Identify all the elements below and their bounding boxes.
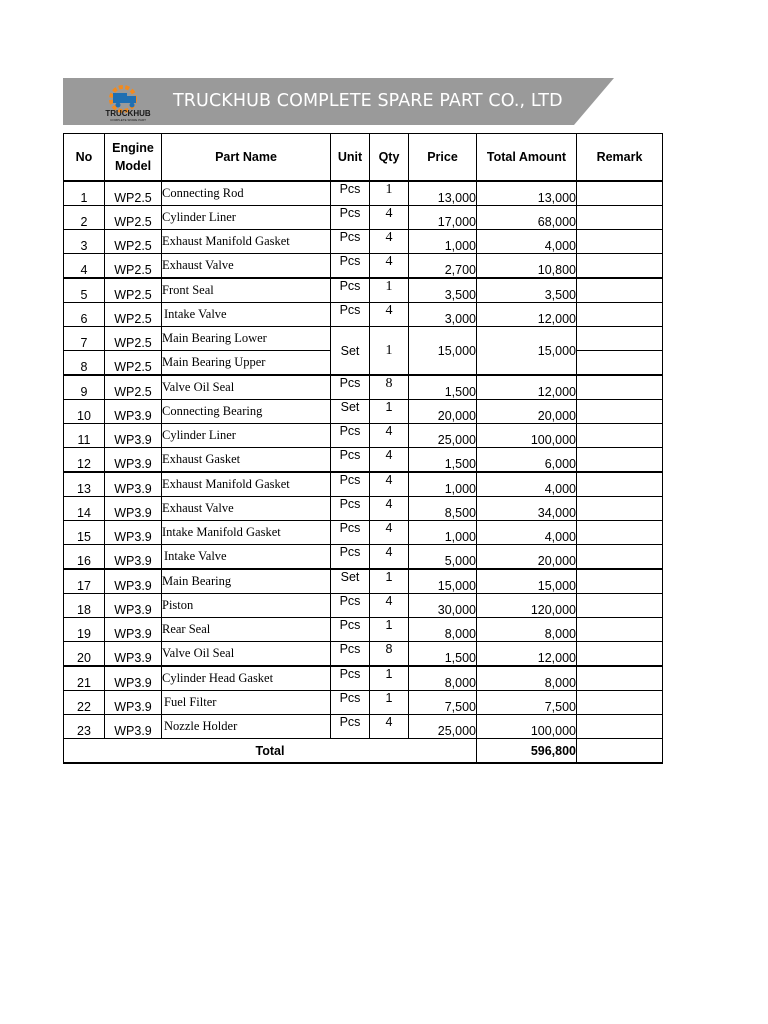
cell-part: Cylinder Head Gasket [162, 666, 331, 691]
cell-unit: Pcs [331, 424, 370, 448]
cell-qty: 1 [370, 181, 409, 206]
cell-remark [577, 351, 663, 376]
table-row [64, 618, 663, 642]
cell-remark [577, 545, 663, 570]
table-row [64, 303, 663, 327]
cell-unit: Pcs [331, 666, 370, 691]
cell-model: WP3.9 [105, 569, 162, 594]
col-price: Price [409, 134, 477, 182]
cell-remark [577, 691, 663, 715]
cell-model: WP3.9 [105, 691, 162, 715]
cell-unit: Pcs [331, 230, 370, 254]
cell-amount: 8,000 [477, 666, 577, 691]
truck-gear-icon [99, 82, 157, 122]
company-name: TRUCKHUB COMPLETE SPARE PART CO., LTD [173, 91, 563, 111]
cell-unit: Pcs [331, 642, 370, 667]
cell-model: WP2.5 [105, 351, 162, 376]
cell-no: 21 [64, 666, 105, 691]
cell-price: 8,000 [409, 666, 477, 691]
cell-part: Intake Valve [162, 545, 331, 570]
cell-remark [577, 327, 663, 351]
cell-no: 7 [64, 327, 105, 351]
cell-amount: 100,000 [477, 424, 577, 448]
cell-part: Cylinder Liner [162, 206, 331, 230]
cell-amount: 4,000 [477, 521, 577, 545]
cell-qty: 4 [370, 715, 409, 739]
cell-qty: 4 [370, 521, 409, 545]
cell-unit: Set [331, 400, 370, 424]
cell-unit: Pcs [331, 594, 370, 618]
cell-qty: 4 [370, 545, 409, 570]
cell-part: Connecting Rod [162, 181, 331, 206]
cell-model: WP2.5 [105, 303, 162, 327]
cell-remark [577, 303, 663, 327]
cell-amount: 12,000 [477, 642, 577, 667]
cell-qty: 8 [370, 375, 409, 400]
cell-unit: Pcs [331, 521, 370, 545]
cell-part: Valve Oil Seal [162, 642, 331, 667]
cell-no: 23 [64, 715, 105, 739]
cell-model: WP2.5 [105, 375, 162, 400]
cell-no: 16 [64, 545, 105, 570]
cell-remark [577, 278, 663, 303]
cell-qty: 4 [370, 254, 409, 279]
cell-qty: 4 [370, 424, 409, 448]
cell-remark [577, 715, 663, 739]
cell-price: 3,500 [409, 278, 477, 303]
cell-model: WP2.5 [105, 206, 162, 230]
cell-amount: 15,000 [477, 569, 577, 594]
table-row [64, 254, 663, 279]
cell-price: 1,500 [409, 642, 477, 667]
cell-model: WP3.9 [105, 521, 162, 545]
logo-wordmark: TRUCKHUB [105, 109, 151, 118]
cell-price: 1,000 [409, 230, 477, 254]
cell-amount: 20,000 [477, 545, 577, 570]
cell-no: 22 [64, 691, 105, 715]
cell-part: Front Seal [162, 278, 331, 303]
cell-remark [577, 497, 663, 521]
header-banner [63, 78, 614, 125]
cell-part: Main Bearing Lower [162, 327, 331, 351]
cell-qty: 1 [370, 569, 409, 594]
table-header-row [64, 134, 663, 182]
table-row [64, 448, 663, 473]
cell-price: 1,500 [409, 375, 477, 400]
cell-no: 19 [64, 618, 105, 642]
cell-model: WP3.9 [105, 545, 162, 570]
cell-part: Exhaust Manifold Gasket [162, 230, 331, 254]
cell-qty: 1 [370, 400, 409, 424]
cell-remark [577, 448, 663, 473]
cell-no: 13 [64, 472, 105, 497]
cell-price: 3,000 [409, 303, 477, 327]
table-row [64, 545, 663, 570]
cell-qty: 4 [370, 206, 409, 230]
cell-no: 20 [64, 642, 105, 667]
cell-part: Main Bearing Upper [162, 351, 331, 376]
cell-remark [577, 521, 663, 545]
table-row [64, 521, 663, 545]
cell-qty: 1 [370, 691, 409, 715]
cell-remark [577, 594, 663, 618]
table-row [64, 424, 663, 448]
cell-unit: Pcs [331, 375, 370, 400]
cell-amount: 3,500 [477, 278, 577, 303]
cell-qty: 8 [370, 642, 409, 667]
cell-amount: 13,000 [477, 181, 577, 206]
cell-part: Exhaust Manifold Gasket [162, 472, 331, 497]
cell-unit: Pcs [331, 715, 370, 739]
total-label: Total [64, 739, 477, 764]
cell-qty: 1 [370, 618, 409, 642]
cell-qty: 4 [370, 472, 409, 497]
cell-amount: 120,000 [477, 594, 577, 618]
cell-part: Main Bearing [162, 569, 331, 594]
cell-no: 1 [64, 181, 105, 206]
cell-amount: 12,000 [477, 375, 577, 400]
cell-qty: 4 [370, 448, 409, 473]
cell-remark [577, 206, 663, 230]
cell-remark [577, 230, 663, 254]
cell-part: Rear Seal [162, 618, 331, 642]
cell-no: 2 [64, 206, 105, 230]
cell-no: 3 [64, 230, 105, 254]
cell-amount: 4,000 [477, 230, 577, 254]
cell-no: 5 [64, 278, 105, 303]
cell-remark [577, 642, 663, 667]
cell-remark [577, 181, 663, 206]
col-part-name: Part Name [162, 134, 331, 182]
cell-qty: 1 [370, 278, 409, 303]
cell-amount: 100,000 [477, 715, 577, 739]
cell-model: WP3.9 [105, 472, 162, 497]
table-row [64, 472, 663, 497]
cell-remark [577, 666, 663, 691]
cell-no: 12 [64, 448, 105, 473]
cell-no: 14 [64, 497, 105, 521]
cell-amount: 4,000 [477, 472, 577, 497]
cell-model: WP3.9 [105, 424, 162, 448]
cell-price: 1,000 [409, 472, 477, 497]
cell-qty: 4 [370, 230, 409, 254]
logo-subtext: COMPLETE SPARE PART [110, 118, 146, 122]
cell-price: 7,500 [409, 691, 477, 715]
table-row [64, 400, 663, 424]
cell-unit: Pcs [331, 545, 370, 570]
cell-part: Valve Oil Seal [162, 375, 331, 400]
cell-model: WP3.9 [105, 448, 162, 473]
cell-price: 5,000 [409, 545, 477, 570]
cell-unit: Set [331, 569, 370, 594]
cell-unit: Pcs [331, 618, 370, 642]
cell-amount: 8,000 [477, 618, 577, 642]
cell-amount: 20,000 [477, 400, 577, 424]
col-remark: Remark [577, 134, 663, 182]
cell-remark [577, 254, 663, 279]
cell-no: 8 [64, 351, 105, 376]
col-unit: Unit [331, 134, 370, 182]
cell-part: Intake Manifold Gasket [162, 521, 331, 545]
cell-price: 20,000 [409, 400, 477, 424]
cell-remark [577, 424, 663, 448]
cell-remark [577, 375, 663, 400]
cell-part: Exhaust Gasket [162, 448, 331, 473]
cell-model: WP3.9 [105, 594, 162, 618]
parts-table [63, 133, 663, 764]
cell-price: 30,000 [409, 594, 477, 618]
table-row [64, 327, 663, 351]
cell-part: Cylinder Liner [162, 424, 331, 448]
cell-unit: Set [331, 327, 370, 376]
cell-part: Exhaust Valve [162, 497, 331, 521]
cell-model: WP3.9 [105, 666, 162, 691]
cell-price: 17,000 [409, 206, 477, 230]
cell-part: Connecting Bearing [162, 400, 331, 424]
cell-unit: Pcs [331, 691, 370, 715]
cell-unit: Pcs [331, 278, 370, 303]
cell-unit: Pcs [331, 497, 370, 521]
cell-qty: 1 [370, 327, 409, 376]
cell-unit: Pcs [331, 254, 370, 279]
cell-qty: 1 [370, 666, 409, 691]
table-row [64, 691, 663, 715]
cell-model: WP3.9 [105, 400, 162, 424]
table-row [64, 206, 663, 230]
col-total-amount: Total Amount [477, 134, 577, 182]
cell-qty: 4 [370, 303, 409, 327]
cell-amount: 34,000 [477, 497, 577, 521]
cell-price: 1,000 [409, 521, 477, 545]
cell-unit: Pcs [331, 448, 370, 473]
cell-remark [577, 472, 663, 497]
cell-model: WP3.9 [105, 618, 162, 642]
cell-price: 15,000 [409, 569, 477, 594]
table-row [64, 569, 663, 594]
cell-part: Fuel Filter [162, 691, 331, 715]
cell-model: WP2.5 [105, 278, 162, 303]
cell-amount: 7,500 [477, 691, 577, 715]
cell-unit: Pcs [331, 472, 370, 497]
cell-no: 4 [64, 254, 105, 279]
cell-amount: 10,800 [477, 254, 577, 279]
table-row [64, 642, 663, 667]
cell-unit: Pcs [331, 206, 370, 230]
table-row [64, 594, 663, 618]
cell-unit: Pcs [331, 303, 370, 327]
cell-amount: 15,000 [477, 327, 577, 376]
cell-price: 8,000 [409, 618, 477, 642]
table-row [64, 230, 663, 254]
table-row [64, 181, 663, 206]
cell-no: 17 [64, 569, 105, 594]
cell-model: WP2.5 [105, 327, 162, 351]
cell-amount: 68,000 [477, 206, 577, 230]
cell-price: 25,000 [409, 715, 477, 739]
cell-part: Nozzle Holder [162, 715, 331, 739]
total-amount: 596,800 [477, 739, 577, 764]
cell-model: WP3.9 [105, 497, 162, 521]
cell-no: 15 [64, 521, 105, 545]
cell-model: WP2.5 [105, 254, 162, 279]
cell-price: 1,500 [409, 448, 477, 473]
cell-amount: 12,000 [477, 303, 577, 327]
table-row [64, 497, 663, 521]
cell-price: 25,000 [409, 424, 477, 448]
cell-no: 6 [64, 303, 105, 327]
cell-no: 9 [64, 375, 105, 400]
cell-no: 11 [64, 424, 105, 448]
cell-qty: 4 [370, 594, 409, 618]
table-row [64, 278, 663, 303]
cell-model: WP3.9 [105, 715, 162, 739]
cell-part: Exhaust Valve [162, 254, 331, 279]
cell-part: Piston [162, 594, 331, 618]
cell-model: WP3.9 [105, 642, 162, 667]
total-remark [577, 739, 663, 764]
table-row [64, 666, 663, 691]
col-engine-model: Engine Model [105, 134, 162, 182]
cell-price: 2,700 [409, 254, 477, 279]
cell-qty: 4 [370, 497, 409, 521]
cell-remark [577, 618, 663, 642]
table-row [64, 715, 663, 739]
total-row [64, 739, 663, 764]
cell-no: 18 [64, 594, 105, 618]
table-row [64, 375, 663, 400]
cell-part: Intake Valve [162, 303, 331, 327]
cell-remark [577, 400, 663, 424]
cell-price: 13,000 [409, 181, 477, 206]
cell-model: WP2.5 [105, 230, 162, 254]
cell-price: 15,000 [409, 327, 477, 376]
col-qty: Qty [370, 134, 409, 182]
cell-unit: Pcs [331, 181, 370, 206]
company-logo [99, 82, 157, 122]
cell-price: 8,500 [409, 497, 477, 521]
col-no: No [64, 134, 105, 182]
cell-no: 10 [64, 400, 105, 424]
cell-amount: 6,000 [477, 448, 577, 473]
cell-model: WP2.5 [105, 181, 162, 206]
cell-remark [577, 569, 663, 594]
